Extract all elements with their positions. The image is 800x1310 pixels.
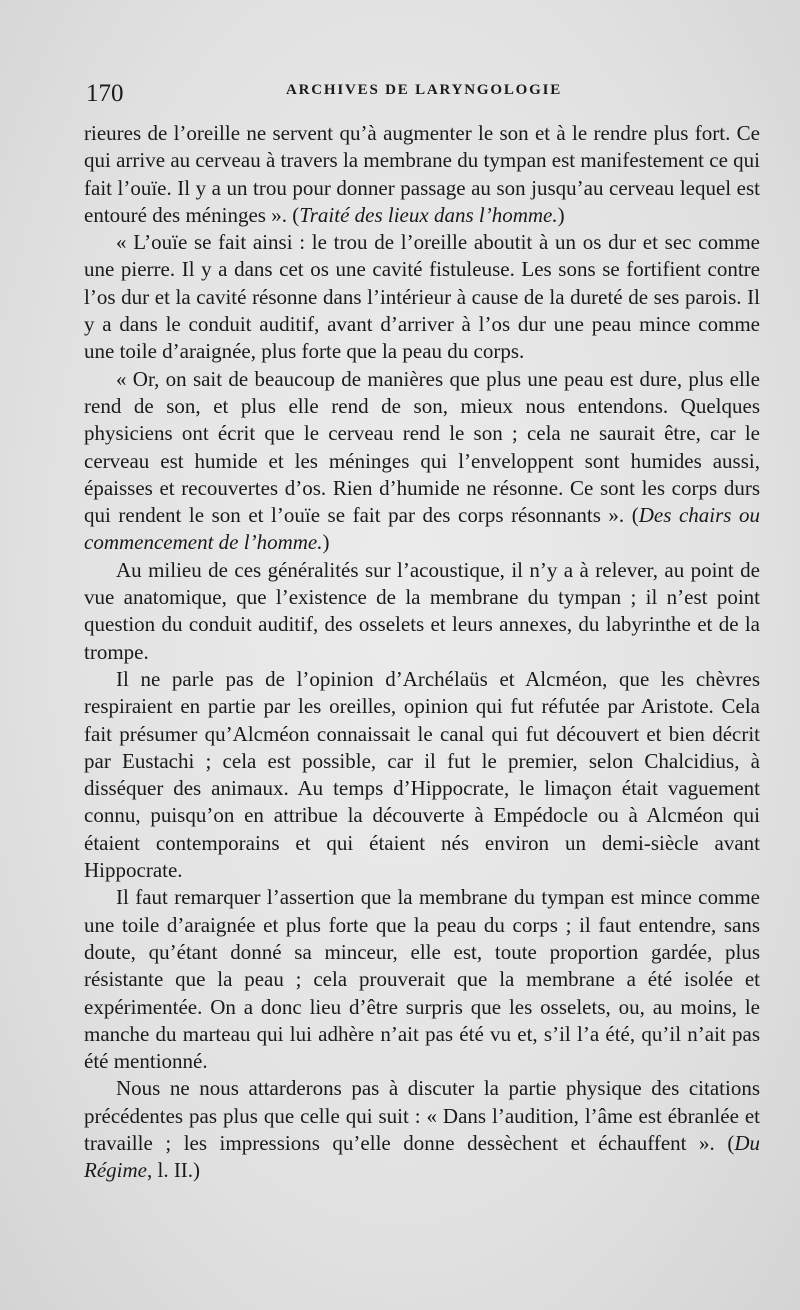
paragraph-5: Il ne parle pas de l’opinion d’Archélaüs et Alcméon, que les chèvres respiraient en partie par les oreilles, opinion qui fut réfutée par Aristote. Cela fait présumer qu’Alcméon connaissait le canal qui fut découvert et bien décrit par Eustachi ; cela est possible, car il fut le premier, selon Chalcidius, à disséquer des animaux. Au temps d’Hippocrate, le limaçon était vaguement connu, puisqu’on en attribue la découverte à Empédocle ou à Alcméon qui étaient contemporains et qui étaient nés environ un demi-siècle avant Hippocrate. xyxy=(84,666,760,883)
body-text xyxy=(84,120,760,1185)
running-head: ARCHIVES DE LARYNGOLOGIE xyxy=(286,82,563,98)
page-header xyxy=(86,78,766,108)
page-number: 170 xyxy=(86,80,124,107)
paragraph-6: Il faut remarquer l’assertion que la membrane du tympan est mince comme une toile d’araignée et plus forte que la peau du corps ; il faut entendre, sans doute, qu’étant donné sa minceur, elle est, toute proportion gardée, plus résistante que la peau ; cela prouverait que la membrane a été isolée et expérimentée. On a donc lieu d’être surpris que les osselets, ou, au moins, le manche du marteau qui lui adhère n’ait pas été vu et, s’il l’a été, qu’il n’ait pas été mentionné. xyxy=(84,885,760,1074)
paragraph-2: « L’ouïe se fait ainsi : le trou de l’oreille aboutit à un os dur et sec comme une pierre. Il y a dans cet os une cavité fistuleuse. Les sons se fortifient contre l’os dur et la cavité résonne dans l’intérieur à cause de la dureté de ses parois. Il y a dans le conduit auditif, avant d’arriver à l’os dur une peau mince comme une toile d’araignée, plus forte que la peau du corps. xyxy=(84,230,760,364)
citation: Du Régime xyxy=(84,1130,760,1183)
citation: Traité des lieux dans l’homme. xyxy=(299,202,558,227)
citation: Des chairs ou commencement de l’homme. xyxy=(84,503,760,555)
paragraph-7: Nous ne nous attarderons pas à discuter la partie physique des citations précédentes pas plus que celle qui suit : « Dans l’audition, l’âme est ébranlée et travaille ; les impressions qu’elle donne dessèchent et échauffent ». (Du Régime, l. II.) xyxy=(84,1076,760,1183)
paragraph-3: « Or, on sait de beaucoup de manières que plus une peau est dure, plus elle rend de son, et plus elle rend de son, mieux nous entendons. Quelques physiciens ont écrit que le cerveau rend le son ; cela ne saurait être, car le cerveau est humide et les méninges qui l’enveloppent sont humides aussi, épaisses et recouvertes d’os. Rien d’humide ne résonne. Ce sont les corps durs qui rendent le son et l’ouïe se fait par des corps résonnants ». (Des chairs ou commencement de l’homme.) xyxy=(84,366,760,555)
paragraph-4: Au milieu de ces généralités sur l’acoustique, il n’y a à relever, au point de vue anatomique, que l’existence de la membrane du tympan ; il n’est point question du conduit auditif, des osselets et leurs annexes, du labyrinthe et de la trompe. xyxy=(84,557,760,664)
paragraph-1: rieures de l’oreille ne servent qu’à augmenter le son et à le rendre plus fort. Ce qui arrive au cerveau à travers la membrane du tympan est manifestement ce qui fait l’ouïe. Il y a un trou pour donner passage au son jusqu’au cerveau lequel est entouré des méninges ». (Traité des lieux dans l’homme.) xyxy=(84,121,760,227)
